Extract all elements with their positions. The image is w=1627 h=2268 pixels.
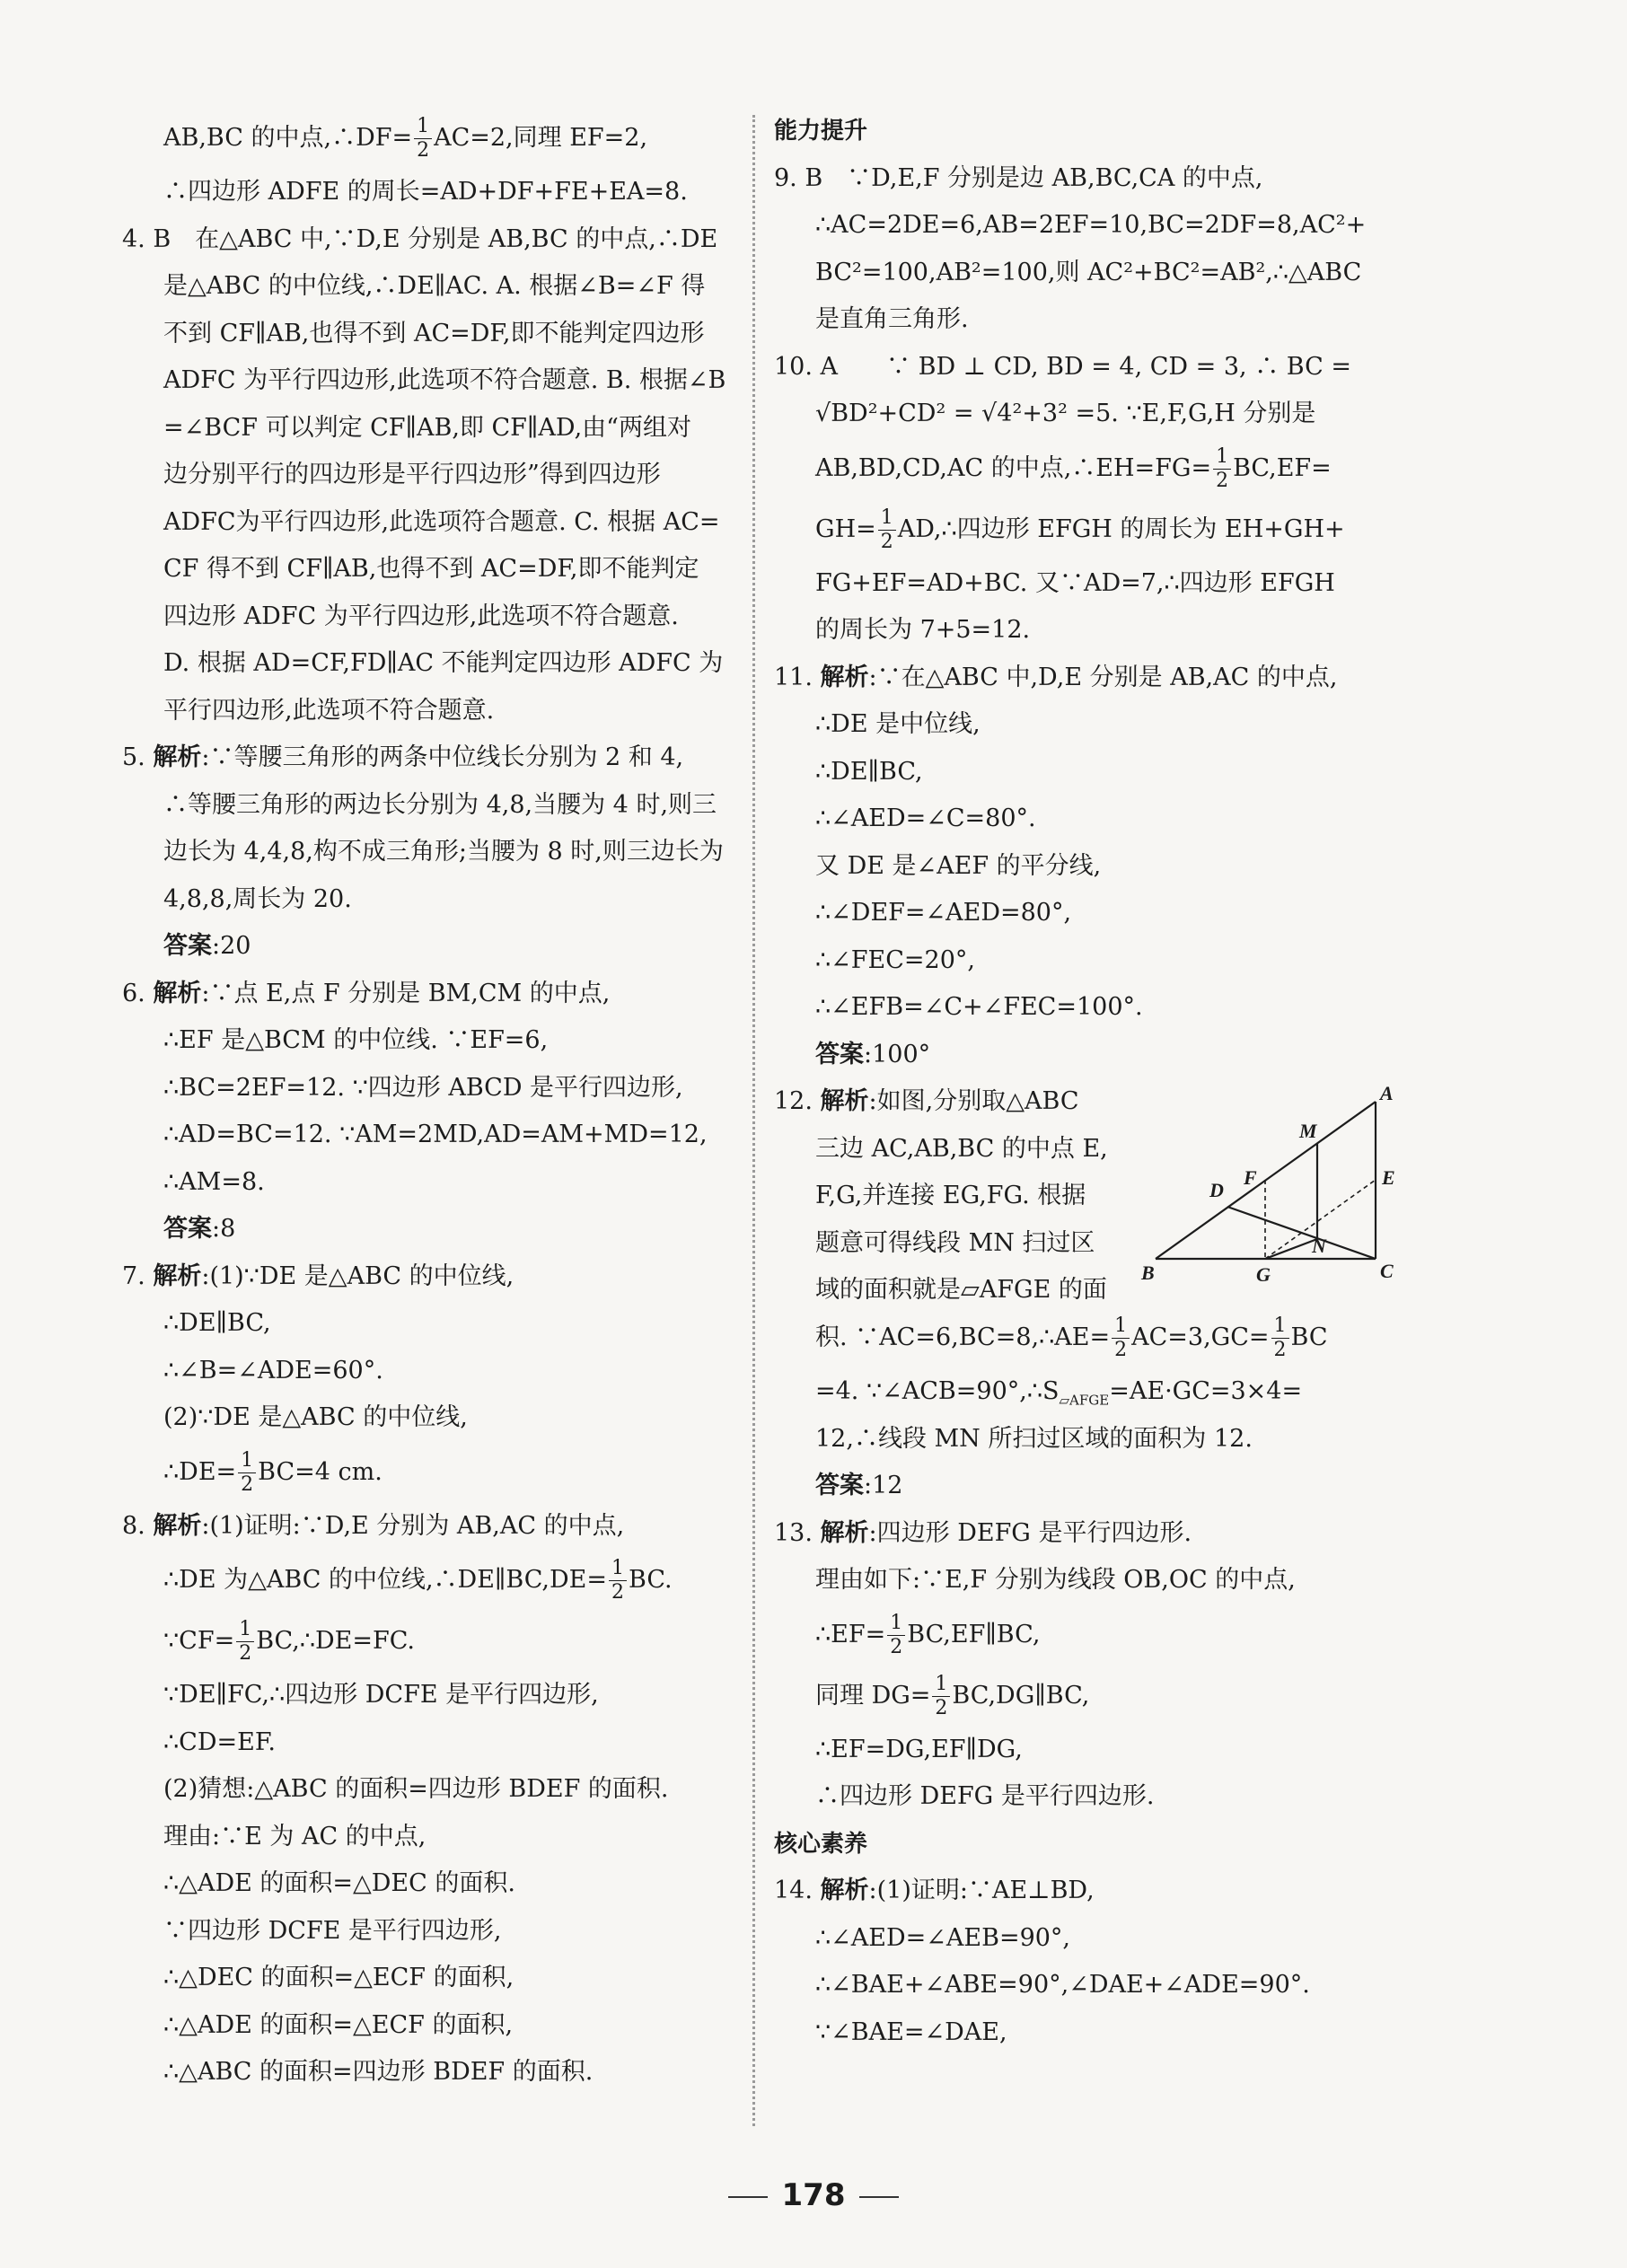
column-divider bbox=[752, 115, 755, 2126]
text-line: =∠BCF 可以判定 CF∥AB,即 CF∥AD,由“两组对 bbox=[163, 413, 691, 442]
text-line: ∴AD=BC=12. ∵AM=2MD,AD=AM+MD=12, bbox=[163, 1121, 708, 1148]
text-line: 同理 DG= $\frac{1}{2}$ BC,DG∥BC, bbox=[815, 1672, 1090, 1719]
answer-line: 答案:100° bbox=[815, 1040, 931, 1068]
text-line: ∴DE 是中位线, bbox=[815, 710, 981, 738]
answer-line: 答案:12 bbox=[815, 1472, 903, 1499]
fraction: $\frac{1}{2}$ bbox=[932, 1673, 950, 1720]
answer-line: 答案:20 bbox=[163, 932, 251, 960]
label-B: B bbox=[1141, 1261, 1155, 1284]
text-line: 8. 解析:(1)证明:∵D,E 分别为 AB,AC 的中点, bbox=[122, 1511, 625, 1540]
page-number: 178 bbox=[0, 2177, 1627, 2213]
fraction: $\frac{1}{2}$ bbox=[236, 1618, 254, 1666]
text-line: AB,BD,CD,AC 的中点,∴EH=FG= $\frac{1}{2}$ BC,EF= bbox=[815, 444, 1332, 492]
text-line: 是△ABC 的中位线,∴DE∥AC. A. 根据∠B=∠F 得 bbox=[163, 272, 706, 300]
label-N: N bbox=[1312, 1235, 1326, 1257]
text-line: AB,BC 的中点,∴DF= $\frac{1}{2}$ AC=2,同理 EF=2, bbox=[163, 115, 648, 162]
text-line: ∴∠AED=∠AEB=90°, bbox=[815, 1923, 1071, 1952]
text-line: (2)猜想:△ABC 的面积=四边形 BDEF 的面积. bbox=[163, 1775, 669, 1803]
section-heading: 核心素养 bbox=[774, 1830, 868, 1858]
text-line: ∵CF= $\frac{1}{2}$ BC,∴DE=FC. bbox=[163, 1618, 415, 1665]
text-line: ∴∠DEF=∠AED=80°, bbox=[815, 899, 1072, 927]
text-line: ∴AM=8. bbox=[163, 1167, 265, 1196]
text-line: ADFC为平行四边形,此选项符合题意. C. 根据 AC= bbox=[163, 507, 720, 536]
text-line: 是直角三角形. bbox=[815, 305, 969, 333]
text-line: ∴四边形 DEFG 是平行四边形. bbox=[815, 1782, 1155, 1810]
page-number-dash-left bbox=[728, 2196, 768, 2198]
label-E: E bbox=[1382, 1166, 1395, 1189]
text-line: 12. 解析:如图,分别取△ABC bbox=[774, 1087, 1079, 1115]
text-line: ∴CD=EF. bbox=[163, 1727, 276, 1756]
text-line: 三边 AC,AB,BC 的中点 E, bbox=[815, 1134, 1108, 1163]
fraction: $\frac{1}{2}$ bbox=[1213, 445, 1231, 493]
text-line: ∴△ABC 的面积=四边形 BDEF 的面积. bbox=[163, 2058, 594, 2086]
label-M: M bbox=[1299, 1120, 1317, 1142]
text-line: ∴四边形 ADFE 的周长=AD+DF+FE+EA=8. bbox=[163, 178, 688, 206]
text-line: ∴∠AED=∠C=80°. bbox=[815, 804, 1036, 832]
fraction: $\frac{1}{2}$ bbox=[414, 115, 432, 163]
text-line: =4. $\because\angle ACB=90^\circ,\therefore S_{▱AFGE}=AE\cdot GC=3\times 4=$ bbox=[815, 1377, 1303, 1409]
text-line: 5. 解析:∵等腰三角形的两条中位线长分别为 2 和 4, bbox=[122, 743, 684, 771]
text-line: CF 得不到 CF∥AB,也得不到 AC=DF,即不能判定 bbox=[163, 555, 699, 583]
text-line: F,G,并连接 EG,FG. 根据 bbox=[815, 1182, 1086, 1209]
text-line: ∴∠BAE+∠ABE=90°,∠DAE+∠ADE=90°. bbox=[815, 1971, 1310, 1999]
text-line: 题意可得线段 MN 扫过区 bbox=[815, 1228, 1095, 1257]
answer-line: 答案:8 bbox=[163, 1215, 236, 1243]
page-number-dash-right bbox=[859, 2196, 899, 2198]
text-line: ∴EF 是△BCM 的中位线. ∵EF=6, bbox=[163, 1026, 549, 1054]
text-line: 14. 解析:(1)证明:∵AE⊥BD, bbox=[774, 1877, 1095, 1904]
fraction: $\frac{1}{2}$ bbox=[609, 1557, 627, 1604]
fraction: $\frac{1}{2}$ bbox=[238, 1449, 256, 1497]
text-line: 理由:∵E 为 AC 的中点, bbox=[163, 1822, 427, 1850]
text-line: (2)∵DE 是△ABC 的中位线, bbox=[163, 1403, 468, 1431]
text-line: ∴EF= $\frac{1}{2}$ BC,EF∥BC, bbox=[815, 1611, 1041, 1658]
fraction: $\frac{1}{2}$ bbox=[887, 1612, 905, 1659]
text-line: 平行四边形,此选项不符合题意. bbox=[163, 696, 495, 725]
text-line: 6. 解析:∵点 E,点 F 分别是 BM,CM 的中点, bbox=[122, 979, 611, 1007]
text-line: FG+EF=AD+BC. 又∵AD=7,∴四边形 EFGH bbox=[815, 568, 1335, 597]
fraction: $\frac{1}{2}$ bbox=[1271, 1314, 1289, 1362]
text-line: ∴∠FEC=20°, bbox=[815, 945, 975, 974]
text-line: 积. ∵AC=6,BC=8,∴AE= $\frac{1}{2}$ AC=3,GC= $\frac{1}{2}$ BC bbox=[815, 1314, 1328, 1361]
text-line: ∵四边形 DCFE 是平行四边形, bbox=[163, 1916, 502, 1945]
triangle-figure bbox=[1138, 1084, 1394, 1299]
text-line: 11. 解析:∵在△ABC 中,D,E 分别是 AB,AC 的中点, bbox=[774, 663, 1338, 691]
left-column bbox=[122, 108, 742, 2097]
text-line: ∴∠EFB=∠C+∠FEC=100°. bbox=[815, 993, 1143, 1021]
segment-NG bbox=[1265, 1239, 1317, 1259]
text-line: 又 DE 是∠AEF 的平分线, bbox=[815, 851, 1102, 880]
text-line: ∴DE= $\frac{1}{2}$ BC=4 cm. bbox=[163, 1448, 383, 1496]
text-line: ∴BC=2EF=12. ∵四边形 ABCD 是平行四边形, bbox=[163, 1073, 683, 1102]
text-line: ∴△ADE 的面积=△DEC 的面积. bbox=[163, 1869, 515, 1897]
text-line: ∴∠B=∠ADE=60°. bbox=[163, 1356, 383, 1385]
text-line: ∴DE∥BC, bbox=[163, 1309, 271, 1337]
text-line: 4,8,8,周长为 20. bbox=[163, 884, 352, 913]
text-line: GH= $\frac{1}{2}$ AD,∴四边形 EFGH 的周长为 EH+GH+ bbox=[815, 505, 1345, 553]
text-line: 理由如下:∵E,F 分别为线段 OB,OC 的中点, bbox=[815, 1566, 1296, 1594]
text-line: 4. B 在△ABC 中,∵D,E 分别是 AB,BC 的中点,∴DE bbox=[122, 224, 718, 253]
text-line: √BD²+CD² = √4²+3² =5. ∵E,F,G,H 分别是 bbox=[815, 400, 1316, 427]
text-line: ∴等腰三角形的两边长分别为 4,8,当腰为 4 时,则三 bbox=[163, 790, 717, 819]
text-line: 四边形 ADFC 为平行四边形,此选项不符合题意. bbox=[163, 602, 679, 630]
label-D: D bbox=[1209, 1179, 1224, 1201]
text-line: ADFC 为平行四边形,此选项不符合题意. B. 根据∠B bbox=[163, 366, 726, 394]
text-line: ∵∠BAE=∠DAE, bbox=[815, 2017, 1007, 2046]
problem-12-block bbox=[774, 1078, 1394, 1307]
text-line: 边长为 4,4,8,构不成三角形;当腰为 8 时,则三边长为 bbox=[163, 838, 724, 866]
text-line: 7. 解析:(1)∵DE 是△ABC 的中位线, bbox=[122, 1261, 514, 1290]
text-line: BC²=100,AB²=100,则 AC²+BC²=AB²,∴△ABC bbox=[815, 258, 1362, 286]
text-line: 12,∴线段 MN 所扫过区域的面积为 12. bbox=[815, 1424, 1253, 1453]
text-line: 边分别平行的四边形是平行四边形”得到四边形 bbox=[163, 461, 661, 488]
text-line: 9. B ∵D,E,F 分别是边 AB,BC,CA 的中点, bbox=[774, 163, 1263, 192]
text-line: 13. 解析:四边形 DEFG 是平行四边形. bbox=[774, 1518, 1192, 1547]
text-line: 不到 CF∥AB,也得不到 AC=DF,即不能判定四边形 bbox=[163, 319, 705, 347]
text-line: 10. A ∵ BD ⊥ CD, BD = 4, CD = 3, ∴ BC = bbox=[774, 352, 1352, 381]
fraction: $\frac{1}{2}$ bbox=[1112, 1314, 1130, 1362]
label-G: G bbox=[1256, 1263, 1271, 1286]
fraction: $\frac{1}{2}$ bbox=[878, 506, 896, 554]
text-line: 域的面积就是▱AFGE 的面 bbox=[815, 1276, 1107, 1304]
text-line: ∴DE 为△ABC 的中位线,∴DE∥BC,DE= $\frac{1}{2}$ BC. bbox=[163, 1557, 673, 1604]
text-line: ∴DE∥BC, bbox=[815, 757, 923, 786]
text-line: ∴AC=2DE=6,AB=2EF=10,BC=2DF=8,AC²+ bbox=[815, 211, 1367, 239]
label-A: A bbox=[1380, 1082, 1394, 1104]
section-heading: 能力提升 bbox=[774, 118, 868, 145]
text-line: D. 根据 AD=CF,FD∥AC 不能判定四边形 ADFC 为 bbox=[163, 649, 724, 677]
text-line: 的周长为 7+5=12. bbox=[815, 616, 1031, 644]
text-line: ∴EF=DG,EF∥DG, bbox=[815, 1735, 1023, 1763]
text-line: ∴△DEC 的面积=△ECF 的面积, bbox=[163, 1964, 514, 1991]
label-F: F bbox=[1244, 1166, 1257, 1189]
text-line: ∵DE∥FC,∴四边形 DCFE 是平行四边形, bbox=[163, 1681, 599, 1709]
text-line: ∴△ADE 的面积=△ECF 的面积, bbox=[163, 2010, 514, 2039]
label-C: C bbox=[1380, 1260, 1394, 1282]
right-column bbox=[774, 108, 1394, 2056]
